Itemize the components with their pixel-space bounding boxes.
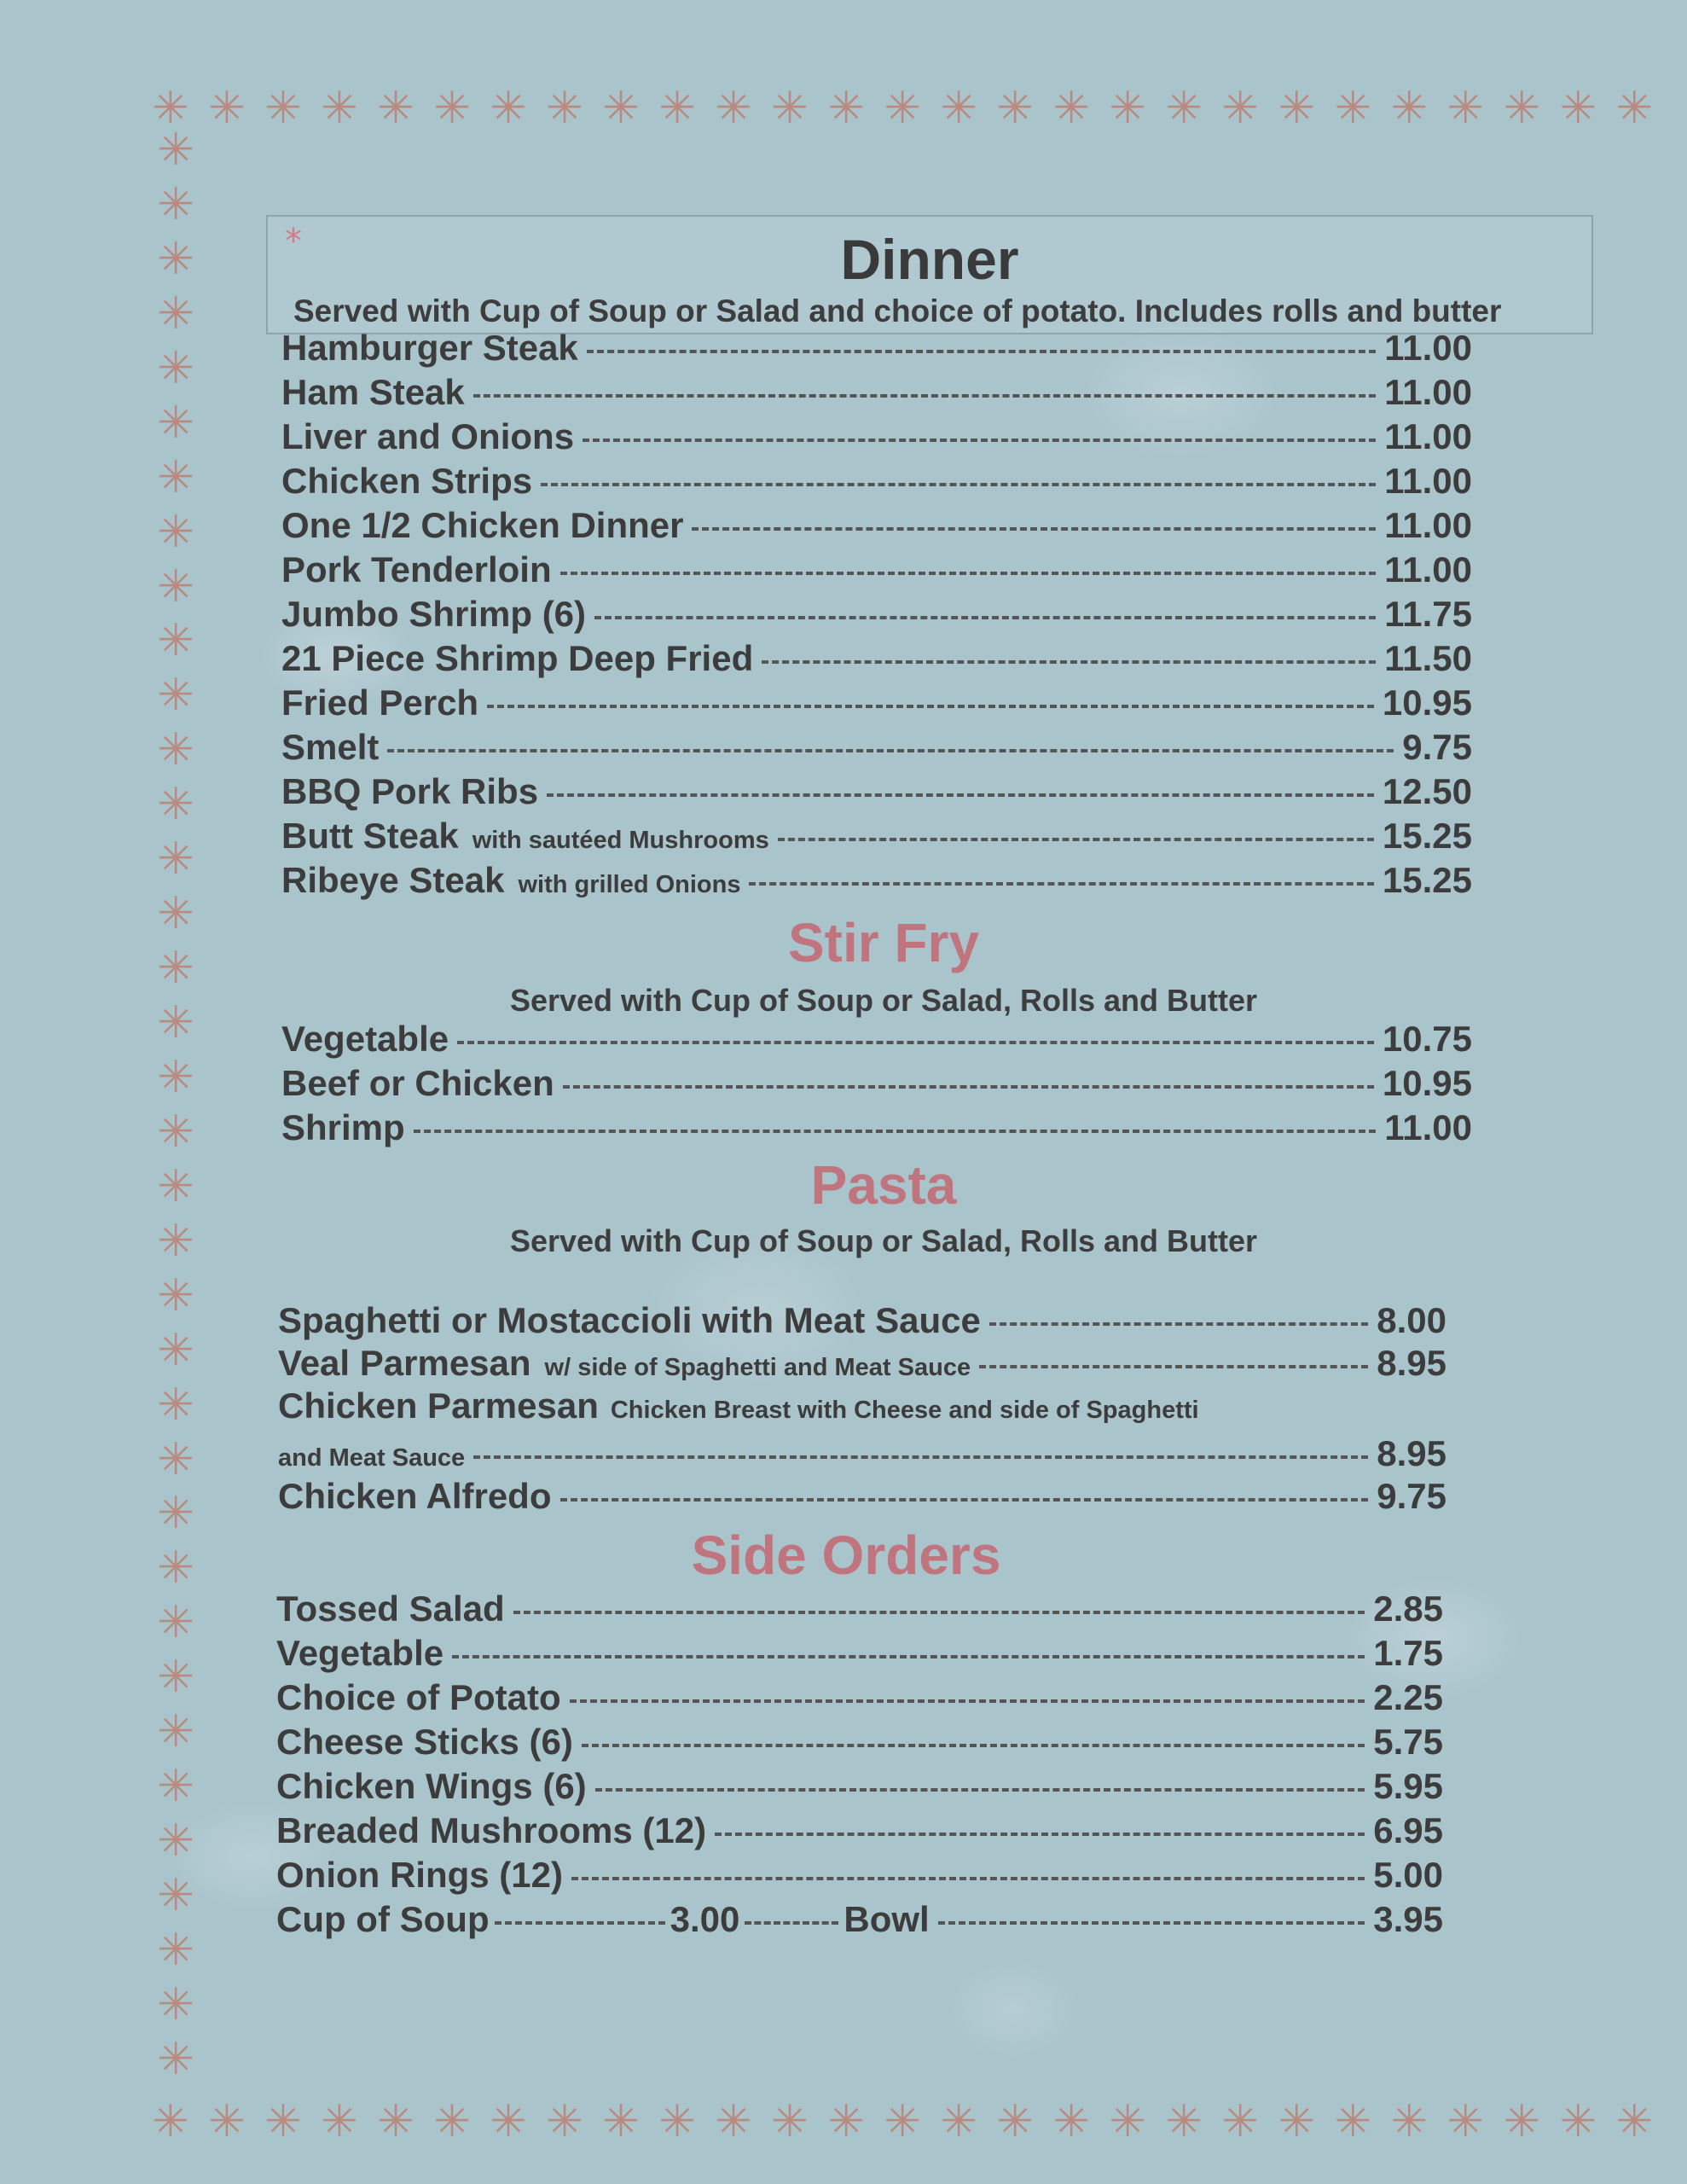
star-ornament-icon: ✳ — [546, 2096, 583, 2147]
item-price: 11.00 — [1384, 505, 1472, 545]
item-price: 2.25 — [1373, 1677, 1443, 1717]
star-ornament-icon: ✳ — [157, 178, 194, 230]
star-ornament-icon: ✳ — [490, 83, 527, 134]
menu-item — [281, 416, 1472, 457]
star-ornament-icon: ✳ — [264, 2096, 302, 2147]
star-ornament-icon: ✳ — [157, 1269, 194, 1321]
star-ornament-icon: ✳ — [715, 83, 752, 134]
dotted-leader — [583, 439, 1376, 442]
star-ornament-icon: ✳ — [157, 1379, 194, 1431]
item-name: Shrimp — [281, 1107, 405, 1147]
dotted-leader — [513, 1611, 1365, 1614]
star-ornament-icon: ✳ — [546, 83, 583, 134]
star-ornament-icon: ✳ — [157, 943, 194, 995]
dotted-leader — [560, 1498, 1369, 1502]
star-ornament-icon: ✳ — [208, 2096, 246, 2147]
star-ornament-icon: ✳ — [658, 83, 696, 134]
star-ornament-icon: ✳ — [157, 1870, 194, 1921]
star-ornament-icon: ✳ — [157, 1597, 194, 1649]
item-price: 11.00 — [1384, 461, 1472, 501]
star-ornament-icon: ✳ — [884, 2096, 921, 2147]
dinner-title: Dinner — [840, 228, 1019, 291]
dotted-leader — [762, 660, 1376, 664]
item-name: Breaded Mushrooms (12) — [276, 1810, 707, 1850]
star-ornament-icon: ✳ — [157, 1215, 194, 1267]
star-ornament-icon: ✳ — [1109, 83, 1146, 134]
star-ornament-icon: ✳ — [321, 2096, 358, 2147]
menu-item — [276, 1766, 1443, 1807]
menu-item — [281, 638, 1472, 679]
star-ornament-icon: ✳ — [1278, 2096, 1315, 2147]
item-name: Ham Steak — [281, 372, 465, 412]
star-ornament-icon: ✳ — [996, 2096, 1034, 2147]
star-ornament-icon: ✳ — [377, 83, 415, 134]
item-price: 11.00 — [1384, 1107, 1472, 1147]
star-ornament-icon: ✳ — [1390, 83, 1428, 134]
item-note: and Meat Sauce — [278, 1444, 466, 1472]
item-name: Choice of Potato — [276, 1677, 561, 1717]
dotted-leader — [595, 1788, 1365, 1792]
star-ornament-icon: ✳ — [157, 1106, 194, 1158]
item-name: One 1/2 Chicken Dinner — [281, 505, 684, 545]
side-orders-title: Side Orders — [691, 1525, 1001, 1586]
menu-item — [276, 1633, 1443, 1674]
item-name: Spaghetti or Mostaccioli with Meat Sauce — [278, 1300, 981, 1340]
star-ornament-icon: ✳ — [157, 125, 194, 176]
star-ornament-icon: ✳ — [1446, 2096, 1484, 2147]
menu-item — [281, 372, 1472, 413]
star-ornament-icon: ✳ — [157, 288, 194, 340]
menu-item — [281, 727, 1472, 768]
star-ornament-icon: ✳ — [377, 2096, 415, 2147]
star-ornament-icon: ✳ — [827, 83, 865, 134]
star-ornament-icon: ✳ — [1165, 2096, 1203, 2147]
dotted-leader — [692, 527, 1376, 531]
star-ornament-icon: ✳ — [1503, 83, 1540, 134]
dinner-subtitle: Served with Cup of Soup or Salad and choice of potato. Includes rolls and butter — [293, 293, 1502, 328]
dotted-leader — [473, 394, 1376, 398]
menu-item — [281, 1019, 1472, 1060]
menu-item — [278, 1343, 1446, 1384]
menu-item — [281, 1063, 1472, 1104]
item-name: Chicken Wings (6) — [276, 1766, 587, 1806]
star-ornament-icon: ✳ — [1221, 83, 1259, 134]
dotted-leader — [495, 1921, 665, 1925]
star-ornament-icon: ✳ — [157, 779, 194, 831]
item-name: Fried Perch — [281, 682, 479, 723]
star-ornament-icon: ✳ — [157, 561, 194, 613]
star-ornament-icon: ✳ — [157, 397, 194, 449]
item-price: 10.95 — [1382, 1063, 1472, 1103]
star-ornament-icon: ✳ — [157, 1761, 194, 1813]
stir-fry-subtitle: Served with Cup of Soup or Salad, Rolls and Butter — [509, 983, 1258, 1018]
item-name: Chicken Parmesan — [278, 1385, 599, 1426]
star-ornament-icon: ✳ — [771, 2096, 809, 2147]
pasta-title: Pasta — [810, 1154, 957, 1216]
item-name: Onion Rings (12) — [276, 1855, 563, 1895]
item-price: 11.75 — [1384, 594, 1472, 634]
star-ornament-icon: ✳ — [157, 834, 194, 886]
star-ornament-icon: ✳ — [602, 2096, 640, 2147]
cup-price: 3.00 — [670, 1899, 740, 1939]
item-name: Tossed Salad — [276, 1589, 505, 1629]
item-price: 9.75 — [1377, 1476, 1446, 1516]
dotted-leader — [745, 1921, 838, 1925]
item-price: 11.00 — [1384, 328, 1472, 368]
star-ornament-icon: ✳ — [1559, 2096, 1597, 2147]
pasta-subtitle: Served with Cup of Soup or Salad, Rolls and Butter — [509, 1223, 1258, 1258]
dotted-leader — [560, 572, 1377, 575]
bowl-label: Bowl — [844, 1899, 930, 1939]
item-price: 8.00 — [1377, 1300, 1446, 1340]
item-price: 1.75 — [1373, 1633, 1443, 1673]
star-ornament-icon: ✳ — [433, 2096, 471, 2147]
item-name: Vegetable — [276, 1633, 444, 1673]
dotted-leader — [715, 1833, 1365, 1836]
star-ornament-icon: ✳ — [157, 2033, 194, 2085]
star-ornament-icon: ✳ — [433, 83, 471, 134]
dotted-leader — [547, 793, 1374, 797]
dotted-leader — [457, 1041, 1374, 1044]
item-price: 12.50 — [1382, 771, 1472, 811]
item-name: Jumbo Shrimp (6) — [281, 594, 587, 634]
item-price: 15.25 — [1382, 860, 1472, 900]
item-price: 2.85 — [1373, 1589, 1443, 1629]
menu-item — [276, 1810, 1443, 1851]
menu-item — [281, 771, 1472, 812]
dotted-leader — [452, 1655, 1365, 1658]
star-ornament-icon: ✳ — [940, 83, 977, 134]
star-ornament-icon: ✳ — [1334, 2096, 1371, 2147]
menu-item — [276, 1722, 1443, 1763]
item-name: Butt Steak — [281, 816, 459, 856]
item-name: Cup of Soup — [276, 1899, 490, 1939]
item-price: 6.95 — [1373, 1810, 1443, 1850]
menu-item — [276, 1589, 1443, 1629]
star-ornament-icon: ✳ — [1052, 83, 1090, 134]
star-ornament-icon: ✳ — [1559, 83, 1597, 134]
left-star-border — [152, 125, 200, 2085]
dotted-leader — [571, 1877, 1365, 1880]
star-ornament-icon: ✳ — [1278, 83, 1315, 134]
item-price: 5.95 — [1373, 1766, 1443, 1806]
dotted-leader — [387, 749, 1394, 752]
star-ornament-icon: ✳ — [157, 1652, 194, 1704]
menu-item — [281, 816, 1472, 857]
dotted-leader — [594, 616, 1376, 619]
star-ornament-icon: ✳ — [157, 1706, 194, 1758]
dotted-leader — [979, 1365, 1368, 1368]
item-price: 5.00 — [1373, 1855, 1443, 1895]
dotted-leader — [473, 1455, 1368, 1459]
item-price: 3.95 — [1373, 1899, 1443, 1939]
item-name: Veal Parmesan — [278, 1343, 531, 1383]
menu-item — [281, 682, 1472, 723]
item-price: 8.95 — [1377, 1433, 1446, 1473]
item-name: Ribeye Steak — [281, 860, 505, 900]
star-ornament-icon: ✳ — [996, 83, 1034, 134]
menu-item — [278, 1476, 1446, 1517]
star-ornament-icon: ✳ — [157, 1160, 194, 1212]
star-ornament-icon: ✳ — [157, 1433, 194, 1485]
star-ornament-icon: ✳ — [1109, 2096, 1146, 2147]
star-ornament-icon: ✳ — [1334, 83, 1371, 134]
star-ornament-icon: ✳ — [157, 1542, 194, 1594]
item-price: 5.75 — [1373, 1722, 1443, 1762]
menu-item — [276, 1677, 1443, 1718]
star-ornament-icon: ✳ — [940, 2096, 977, 2147]
star-ornament-icon: ✳ — [157, 342, 194, 394]
item-name: Pork Tenderloin — [281, 549, 552, 590]
menu-item-continuation — [278, 1433, 1446, 1474]
item-price: 11.00 — [1384, 549, 1472, 590]
item-note: w/ side of Spaghetti and Meat Sauce — [544, 1354, 971, 1381]
menu-item — [281, 860, 1472, 901]
item-price: 15.25 — [1382, 816, 1472, 856]
item-name: Chicken Strips — [281, 461, 533, 501]
star-ornament-icon: ✳ — [771, 83, 809, 134]
item-name: BBQ Pork Ribs — [281, 771, 539, 811]
star-ornament-icon: ✳ — [264, 83, 302, 134]
star-ornament-icon: ✳ — [157, 997, 194, 1048]
dotted-leader — [414, 1130, 1377, 1133]
star-ornament-icon: ✳ — [884, 83, 921, 134]
star-ornament-icon: ✳ — [157, 506, 194, 558]
star-ornament-icon: ✳ — [1165, 83, 1203, 134]
star-ornament-icon: ✳ — [157, 1815, 194, 1867]
item-name: Cheese Sticks (6) — [276, 1722, 573, 1762]
star-ornament-icon: ✳ — [157, 1051, 194, 1103]
dotted-leader — [541, 483, 1376, 486]
star-ornament-icon: ✳ — [152, 83, 189, 134]
star-ornament-icon: ✳ — [157, 1324, 194, 1376]
star-ornament-icon: ✳ — [1446, 83, 1484, 134]
menu-item — [281, 328, 1472, 369]
star-ornament-icon: ✳ — [602, 83, 640, 134]
item-note: with grilled Onions — [518, 871, 741, 898]
top-star-border — [152, 78, 1653, 138]
item-name: Liver and Onions — [281, 416, 575, 456]
star-ornament-icon: ✳ — [157, 1978, 194, 2030]
item-name: 21 Piece Shrimp Deep Fried — [281, 638, 754, 678]
star-ornament-icon: ✳ — [1221, 2096, 1259, 2147]
item-price: 9.75 — [1402, 727, 1472, 767]
item-price: 11.00 — [1384, 372, 1472, 412]
star-ornament-icon: ✳ — [152, 2096, 189, 2147]
star-ornament-icon: ✳ — [157, 724, 194, 776]
menu-item-chicken-parmesan — [278, 1385, 1199, 1426]
dotted-leader — [487, 705, 1374, 708]
menu-item — [281, 1107, 1472, 1148]
item-price: 10.75 — [1382, 1019, 1472, 1059]
dotted-leader — [582, 1744, 1365, 1747]
stir-fry-title: Stir Fry — [787, 912, 980, 973]
item-name: Hamburger Steak — [281, 328, 578, 368]
star-ornament-icon: ✳ — [827, 2096, 865, 2147]
dotted-leader — [778, 838, 1374, 841]
menu-item — [281, 505, 1472, 546]
star-ornament-icon: ✳ — [157, 233, 194, 285]
menu-item — [276, 1855, 1443, 1896]
asterisk-icon: * — [285, 222, 302, 261]
star-ornament-icon: ✳ — [321, 83, 358, 134]
dotted-leader — [749, 882, 1373, 886]
bottom-star-border — [152, 2092, 1653, 2152]
item-note: with sautéed Mushrooms — [472, 827, 769, 854]
item-name: Smelt — [281, 727, 380, 767]
item-price: 11.00 — [1384, 416, 1472, 456]
dotted-leader — [587, 350, 1376, 353]
menu-item — [281, 594, 1472, 635]
menu-item — [281, 461, 1472, 502]
menu-item — [278, 1300, 1446, 1341]
item-price: 11.50 — [1384, 638, 1472, 678]
dotted-leader — [563, 1085, 1374, 1089]
star-ornament-icon: ✳ — [1615, 83, 1653, 134]
star-ornament-icon: ✳ — [1052, 2096, 1090, 2147]
star-ornament-icon: ✳ — [157, 1488, 194, 1540]
star-ornament-icon: ✳ — [157, 615, 194, 667]
star-ornament-icon: ✳ — [1615, 2096, 1653, 2147]
item-price: 8.95 — [1377, 1343, 1446, 1383]
dinner-header-box — [266, 215, 1593, 334]
star-ornament-icon: ✳ — [157, 670, 194, 722]
star-ornament-icon: ✳ — [157, 1924, 194, 1976]
item-name: Vegetable — [281, 1019, 449, 1059]
star-ornament-icon: ✳ — [1390, 2096, 1428, 2147]
star-ornament-icon: ✳ — [715, 2096, 752, 2147]
item-note: Chicken Breast with Cheese and side of Spaghetti — [610, 1397, 1199, 1424]
item-name: Beef or Chicken — [281, 1063, 554, 1103]
star-ornament-icon: ✳ — [157, 451, 194, 503]
menu-item — [281, 549, 1472, 590]
dotted-leader — [570, 1699, 1365, 1703]
star-ornament-icon: ✳ — [658, 2096, 696, 2147]
menu-item-soup — [276, 1899, 1443, 1940]
dotted-leader — [938, 1921, 1365, 1925]
star-ornament-icon: ✳ — [1503, 2096, 1540, 2147]
dotted-leader — [989, 1322, 1368, 1326]
item-price: 10.95 — [1382, 682, 1472, 723]
star-ornament-icon: ✳ — [157, 888, 194, 940]
star-ornament-icon: ✳ — [490, 2096, 527, 2147]
item-name: Chicken Alfredo — [278, 1476, 552, 1516]
star-ornament-icon: ✳ — [208, 83, 246, 134]
